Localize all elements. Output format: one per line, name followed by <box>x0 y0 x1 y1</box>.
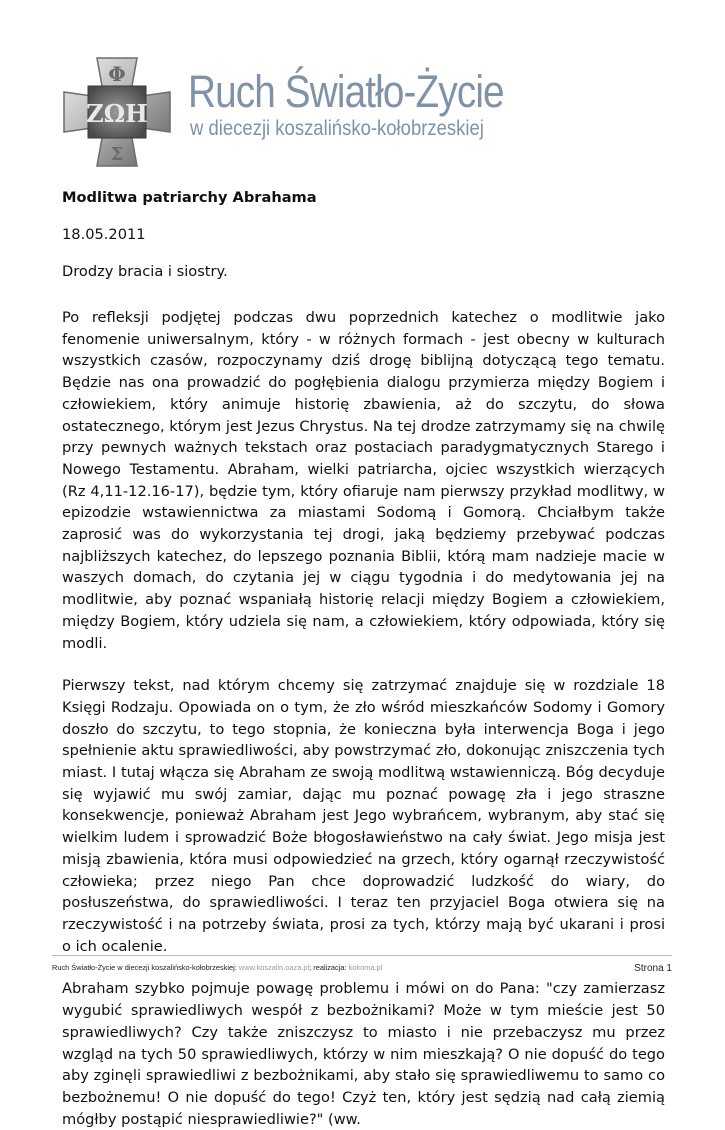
article <box>62 186 665 1130</box>
footer-realization-link[interactable]: kokoma.pl <box>348 963 383 972</box>
article-title: Modlitwa patriarchy Abrahama <box>62 189 317 206</box>
footer-org: Ruch Światło-Życie w diecezji koszalińsko-kołobrzeskiej: <box>52 963 237 972</box>
svg-text:Σ: Σ <box>110 144 124 165</box>
article-date: 18.05.2011 <box>62 226 146 243</box>
footer-divider <box>52 955 672 956</box>
logo-subtitle: w diecezji koszalińsko-kołobrzeskiej <box>190 116 484 140</box>
site-logo <box>62 48 562 172</box>
article-greeting: Drodzy bracia i siostry. <box>62 263 228 280</box>
article-paragraph: Po refleksji podjętej podczas dwu poprzednich katechez o modlitwie jako fenomenie uniwersalnym, który - w różnych formach - jest obecny w kulturach wszystkich czasów, rozpoczynamy dziś drogę biblijną dotyczącą tego tematu. Będzie nas ona prowadzić do pogłębienia dialogu przymierza między Bogiem i człowiekiem, który animuje historię zbawienia, aż do szczytu, do słowa ostatecznego, którym jest Jezus Chrystus. Na tej drodze zatrzymamy się na chwilę przy pewnych ważnych tekstach oraz postaciach paradygmatycznych Starego i Nowego Testamentu. Abraham, wielki patriarcha, ojciec wszystkich wierzących (Rz 4,11-12.16-17), będzie tym, który ofiaruje nam pierwszy przykład modlitwy, w epizodzie wstawiennictwa za miastami Sodomą i Gomorą. Chciałbym także zaprosić was do wykorzystania tej drogi, jaką będziemy przebywać podczas najbliższych katechez, do lepszego poznania Biblii, którą mam nadzieje macie w waszych domach, do czytania jej w ciągu tygodnia i do medytowania jej na modlitwie, aby poznać wspaniałą historię relacji między Bogiem a człowiekiem, między Bogiem, który udziela się nam, a człowiekiem, który odpowiada, który się modli. <box>62 309 665 652</box>
footer-realization-label: ; realizacja: <box>309 963 347 972</box>
svg-text:Φ: Φ <box>108 62 126 86</box>
article-paragraph: Abraham szybko pojmuje powagę problemu i mówi on do Pana: "czy zamierzasz wygubić sprawiedliwych wespół z bezbożnikami? Może w tym mieście jest 50 sprawiedliwych? Czy także zniszczysz to miasto i nie przebaczysz mu przez wzgląd na tych 50 sprawiedliwych, którzy w nim mieszkają? O nie dopuść do tego aby zginęli sprawiedliwi z bezbożnikami, aby stało się sprawiedliwemu to samo co bezbożnemu! O nie dopuść do tego! Czyż ten, który jest sędzią nad całą ziemią mógłby postąpić niesprawiedliwie?" (ww. <box>62 980 665 1128</box>
svg-text:ΖΩΗ: ΖΩΗ <box>86 99 148 128</box>
logo-title: Ruch Światło-Życie <box>188 66 504 117</box>
fos-zoe-cross-icon <box>62 56 172 168</box>
footer-credits <box>52 963 382 972</box>
page-number: Strona 1 <box>634 963 672 974</box>
article-paragraph: Pierwszy tekst, nad którym chcemy się zatrzymać znajduje się w rozdziale 18 Księgi Rodzaju. Opowiada on o tym, że zło wśród mieszkańców Sodomy i Gomory doszło do szczytu, to tego stopnia, że konieczna była interwencja Boga i jego spełnienie aktu sprawiedliwości, aby powstrzymać zło, dokonując zniszczenia tych miast. I tutaj włącza się Abraham ze swoją modlitwą wstawienniczą. Bóg decyduje się wyjawić mu swój zamiar, dając mu poznać powagę zła i jego straszne konsekwencje, ponieważ Abraham jest Jego wybrańcem, wybranym, aby stać się wielkim ludem i sprowadzić Boże błogosławieństwo na cały świat. Jego misja jest misją zbawienia, która musi odpowiedzieć na grzech, który ogarnął rzeczywistość człowieka; przez niego Pan chce doprowadzić ludzkość do wiary, do posłuszeństwa, do sprawiedliwości. I teraz ten przyjaciel Boga otwiera się na rzeczywistość i na potrzeby świata, prosi za tych, którzy mają być ukarani i prosi o ich ocalenie. <box>62 677 665 955</box>
footer-org-link[interactable]: www.koszalin.oaza.pl <box>238 963 310 972</box>
